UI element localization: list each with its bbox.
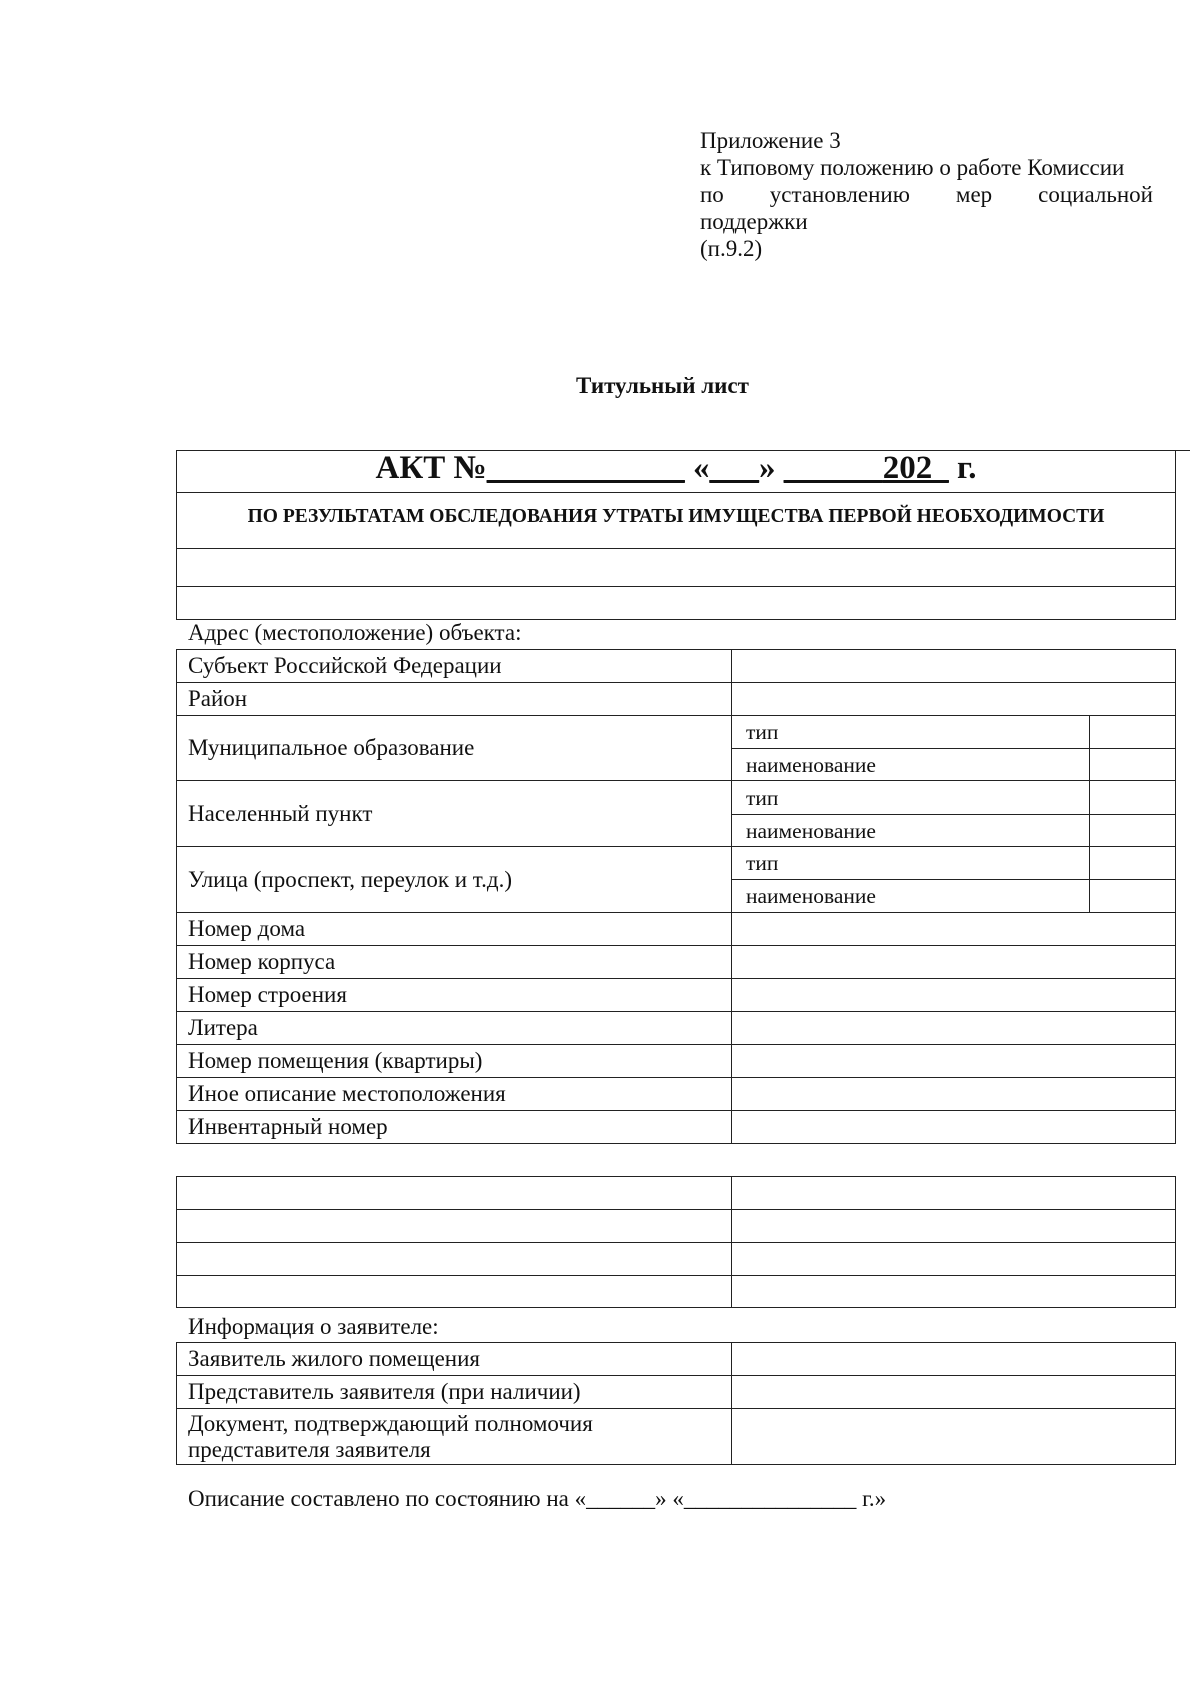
address-sub-line [731, 748, 1176, 749]
address-label-apartment: Номер помещения (квартиры) [188, 1048, 483, 1073]
address-row-line [176, 1044, 1176, 1045]
applicant-label-owner: Заявитель жилого помещения [188, 1346, 480, 1371]
address-col-divider [731, 649, 732, 1144]
appendix-word: по [700, 182, 724, 207]
sub-label-name: наименование [746, 884, 876, 908]
appendix-line-2: к Типовому положению о работе Комиссии [700, 155, 1125, 180]
address-row-line [176, 1011, 1176, 1012]
sub-label-name: наименование [746, 819, 876, 843]
address-label-street: Улица (проспект, переулок и т.д.) [188, 867, 512, 892]
act-year-suffix: г. [956, 450, 977, 486]
address-row-line [176, 780, 1176, 781]
blank-row-line [176, 1209, 1176, 1210]
address-row-line [176, 846, 1176, 847]
sub-label-type: тип [746, 786, 779, 810]
address-label-house: Номер дома [188, 916, 306, 941]
blank-row-line [176, 1275, 1176, 1276]
footer-day-blank[interactable]: ______ [586, 1486, 656, 1511]
appendix-line-5: (п.9.2) [700, 236, 763, 261]
act-title [176, 450, 1176, 487]
applicant-heading: Информация о заявителе: [188, 1314, 439, 1339]
footer-statement [188, 1486, 886, 1512]
address-label-inventory: Инвентарный номер [188, 1114, 388, 1139]
applicant-label-document: Документ, подтверждающий полномочия [188, 1411, 593, 1436]
address-row-line [176, 1110, 1176, 1111]
act-day-blank[interactable]: ___ [709, 450, 759, 486]
act-divider [176, 492, 1176, 493]
applicant-label-document-cont: представителя заявителя [188, 1437, 431, 1462]
act-subtitle: ПО РЕЗУЛЬТАТАМ ОБСЛЕДОВАНИЯ УТРАТЫ ИМУЩЕСТВА ПЕРВОЙ НЕОБХОДИМОСТИ [247, 506, 1105, 527]
appendix-line-4: поддержки [700, 209, 808, 234]
appendix-note [700, 127, 1153, 262]
address-label-locality: Населенный пункт [188, 801, 373, 826]
address-row-line [176, 912, 1176, 913]
act-year: 202_ [882, 450, 949, 486]
applicant-row-line [176, 1408, 1176, 1409]
address-row-line [176, 715, 1176, 716]
address-sub-line [731, 879, 1176, 880]
act-number-blank[interactable]: ____________ [486, 450, 685, 486]
act-top-extension [1176, 450, 1190, 451]
footer-end: г.» [856, 1486, 887, 1511]
sub-label-type: тип [746, 720, 779, 744]
address-row-line [176, 978, 1176, 979]
page-title: Титульный лист [576, 373, 749, 398]
sub-label-type: тип [746, 851, 779, 875]
applicant-label-representative: Представитель заявителя (при наличии) [188, 1379, 581, 1404]
address-label-other: Иное описание местоположения [188, 1081, 506, 1106]
footer-text: Описание составлено по состоянию на « [188, 1486, 587, 1511]
address-label-structure: Номер строения [188, 982, 347, 1007]
act-divider [176, 548, 1176, 549]
sub-label-name: наименование [746, 753, 876, 777]
appendix-word: социальной [1038, 182, 1153, 207]
address-label-municipality: Муниципальное образование [188, 735, 475, 760]
appendix-word: мер [955, 182, 993, 207]
address-sub-line [731, 814, 1176, 815]
footer-mid: » « [655, 1486, 684, 1511]
applicant-col-divider [731, 1342, 732, 1465]
footer-date-blank[interactable]: _______________ [683, 1486, 857, 1511]
appendix-word: установлению [769, 182, 910, 207]
appendix-line-3 [700, 181, 1153, 208]
act-date-open: « [692, 450, 710, 486]
address-heading: Адрес (местоположение) объекта: [188, 620, 522, 645]
act-divider [176, 586, 1176, 587]
address-row-line [176, 682, 1176, 683]
appendix-line-1: Приложение 3 [700, 128, 841, 153]
address-label-subject: Субъект Российской Федерации [188, 653, 502, 678]
address-label-letter: Литера [188, 1015, 258, 1040]
act-date-close: » [758, 450, 776, 486]
act-prefix: АКТ № [375, 450, 487, 486]
act-month-blank[interactable]: ______ [783, 450, 883, 486]
blank-row-line [176, 1242, 1176, 1243]
address-row-line [176, 945, 1176, 946]
address-row-line [176, 1077, 1176, 1078]
applicant-row-line [176, 1375, 1176, 1376]
address-label-district: Район [188, 686, 248, 711]
address-label-building: Номер корпуса [188, 949, 336, 974]
